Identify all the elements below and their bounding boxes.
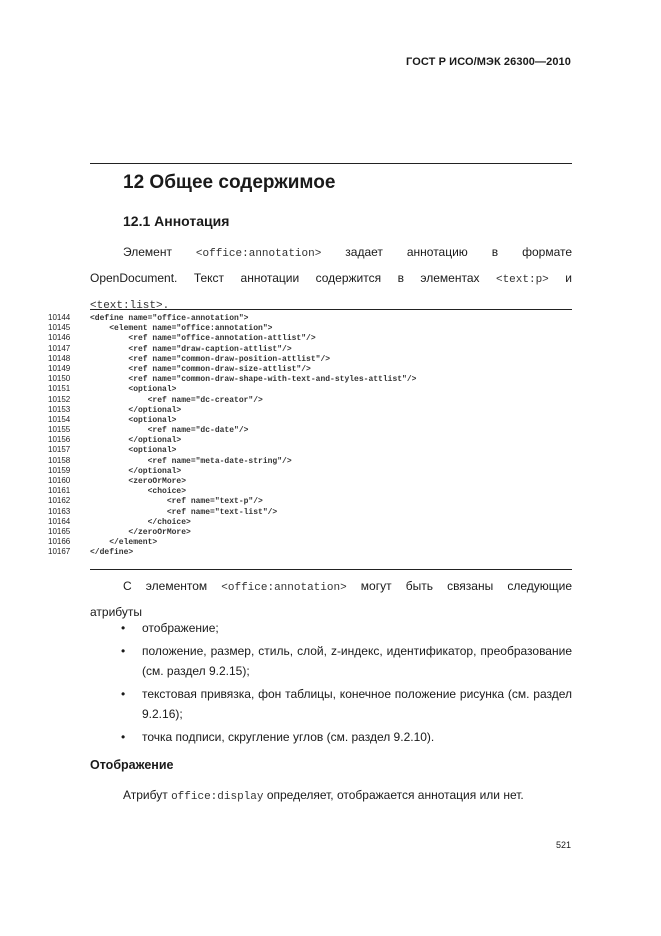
code-text: <ref name="text-p"/> <box>90 497 263 507</box>
word: содержится <box>315 271 382 285</box>
code-text: <choice> <box>90 487 187 497</box>
line-number: 10147 <box>48 343 71 353</box>
word: Элемент <box>123 245 172 259</box>
line-number: 10154 <box>48 414 71 424</box>
line-number: 10164 <box>48 516 71 526</box>
display-text-before: Атрибут <box>123 788 172 802</box>
line-number: 10150 <box>48 374 71 384</box>
code-text: <ref name="common-draw-position-attlist"/> <box>90 354 331 364</box>
line-number: 10156 <box>48 435 71 445</box>
line-number: 10162 <box>48 496 71 506</box>
line-number: 10151 <box>48 384 71 394</box>
word: в <box>491 245 499 259</box>
line-number: 10157 <box>48 445 71 455</box>
code-line <box>48 517 578 527</box>
word: OpenDocument. <box>90 271 178 285</box>
code-text: <ref name="common-draw-size-attlist"/> <box>90 364 311 374</box>
word: элементом <box>145 579 208 593</box>
list-item-text: отображение; <box>142 621 219 635</box>
code-text: </element> <box>90 538 158 548</box>
code-top-rule <box>90 309 572 310</box>
code-text: </optional> <box>90 466 182 476</box>
display-section-title: Отображение <box>90 758 174 772</box>
code-text: <ref name="dc-creator"/> <box>90 395 263 405</box>
word: и <box>565 271 572 285</box>
code-line <box>48 333 578 343</box>
section-divider <box>90 163 572 164</box>
code-bottom-rule <box>90 569 572 570</box>
line-number: 10159 <box>48 465 71 475</box>
intro-line-1 <box>90 240 572 266</box>
code-text: <ref name="common-draw-shape-with-text-and-styles-attlist"/> <box>90 375 417 385</box>
word: задает <box>345 245 383 259</box>
line-number: 10160 <box>48 476 71 485</box>
line-number: 10166 <box>48 537 71 547</box>
line-number: 10149 <box>48 363 71 373</box>
intro-paragraph <box>90 240 572 318</box>
list-item <box>90 684 572 724</box>
code-text: <ref name="text-list"/> <box>90 507 278 517</box>
code-text: </optional> <box>90 436 182 446</box>
list-item-text: точка подписи, скругление углов (см. раздел 9.2.10). <box>142 730 435 744</box>
code-text: <ref name="meta-date-string"/> <box>90 456 292 466</box>
code-text: </choice> <box>90 517 191 527</box>
word: связаны <box>447 579 494 593</box>
page-number: 521 <box>555 840 571 850</box>
list-item-text: текстовая привязка, фон таблицы, конечное положение рисунка (см. раздел 9.2.16); <box>142 687 572 721</box>
line-number: 10155 <box>48 425 71 435</box>
code-text: <ref name="office-annotation-attlist"/> <box>90 334 316 344</box>
code-text: <optional> <box>90 415 177 425</box>
code-text: <ref name="dc-date"/> <box>90 426 249 436</box>
attributes-line-2: атрибуты <box>90 605 143 619</box>
word: формате <box>522 245 573 259</box>
code-text: <optional> <box>90 385 177 395</box>
line-number: 10161 <box>48 486 71 496</box>
code-inline: <office:annotation> <box>195 248 322 260</box>
code-text: <ref name="draw-caption-attlist"/> <box>90 344 292 354</box>
bullet-icon: • <box>121 621 126 635</box>
bullet-icon: • <box>121 687 126 701</box>
line-number: 10145 <box>48 323 71 333</box>
list-item <box>90 641 572 681</box>
code-line <box>48 415 578 425</box>
code-line <box>48 547 578 557</box>
line-number: 10146 <box>48 333 71 343</box>
code-line <box>48 354 578 364</box>
code-inline: <text:p> <box>495 274 549 286</box>
line-number: 10144 <box>48 313 71 322</box>
code-line <box>48 344 578 354</box>
word: элементах <box>420 271 480 285</box>
bullet-icon: • <box>121 644 126 658</box>
code-line <box>48 496 578 506</box>
word: следующие <box>507 579 573 593</box>
code-inline: <office:annotation> <box>221 582 347 594</box>
attributes-paragraph <box>90 574 572 624</box>
subsection-title: 12.1 Аннотация <box>123 213 230 229</box>
word: С <box>123 579 132 593</box>
line-number: 10167 <box>48 547 71 557</box>
code-line <box>48 435 578 445</box>
code-inline: office:display <box>171 791 264 803</box>
code-line <box>48 364 578 374</box>
code-text: <define name="office-annotation"> <box>90 314 249 323</box>
code-line <box>48 395 578 405</box>
code-line <box>48 527 578 537</box>
line-number: 10153 <box>48 404 71 414</box>
code-text: <optional> <box>90 446 177 456</box>
word: могут <box>360 579 392 593</box>
word: Текст <box>193 271 225 285</box>
code-line <box>48 425 578 435</box>
code-line <box>48 384 578 394</box>
code-listing <box>48 313 578 558</box>
line-number: 10163 <box>48 506 71 516</box>
code-line <box>48 445 578 455</box>
code-text: </zeroOrMore> <box>90 527 191 537</box>
display-paragraph <box>90 783 572 809</box>
intro-line-2 <box>90 266 572 292</box>
display-text-after: определяет, отображается аннотация или нет. <box>263 788 524 802</box>
word: в <box>397 271 404 285</box>
line-number: 10152 <box>48 394 71 404</box>
code-line <box>48 405 578 415</box>
code-text: <element name="office:annotation"> <box>90 324 273 334</box>
word: аннотации <box>240 271 300 285</box>
code-line <box>48 466 578 476</box>
code-line <box>48 507 578 517</box>
code-line <box>48 313 578 323</box>
line-number: 10148 <box>48 353 71 363</box>
list-item <box>90 618 572 638</box>
line-number: 10165 <box>48 526 71 536</box>
code-line <box>48 476 578 486</box>
line-number: 10158 <box>48 455 71 465</box>
bullet-icon: • <box>121 730 126 744</box>
list-item-text: положение, размер, стиль, слой, z-индекс, идентификатор, преобразование (см. раздел 9.2.15); <box>142 644 572 678</box>
standard-header: ГОСТ Р ИСО/МЭК 26300—2010 <box>406 56 571 68</box>
code-line <box>48 486 578 496</box>
code-line <box>48 323 578 333</box>
code-line <box>48 537 578 547</box>
code-text: <zeroOrMore> <box>90 477 187 486</box>
code-text: </define> <box>90 548 134 558</box>
code-line <box>48 456 578 466</box>
code-text: </optional> <box>90 405 182 415</box>
code-inline: <text:list>. <box>90 300 170 312</box>
code-line <box>48 374 578 384</box>
word: аннотацию <box>406 245 468 259</box>
word: быть <box>405 579 433 593</box>
list-item <box>90 727 572 747</box>
attributes-list <box>90 618 572 750</box>
section-title: 12 Общее содержимое <box>123 172 336 193</box>
attributes-line-1 <box>90 574 572 600</box>
